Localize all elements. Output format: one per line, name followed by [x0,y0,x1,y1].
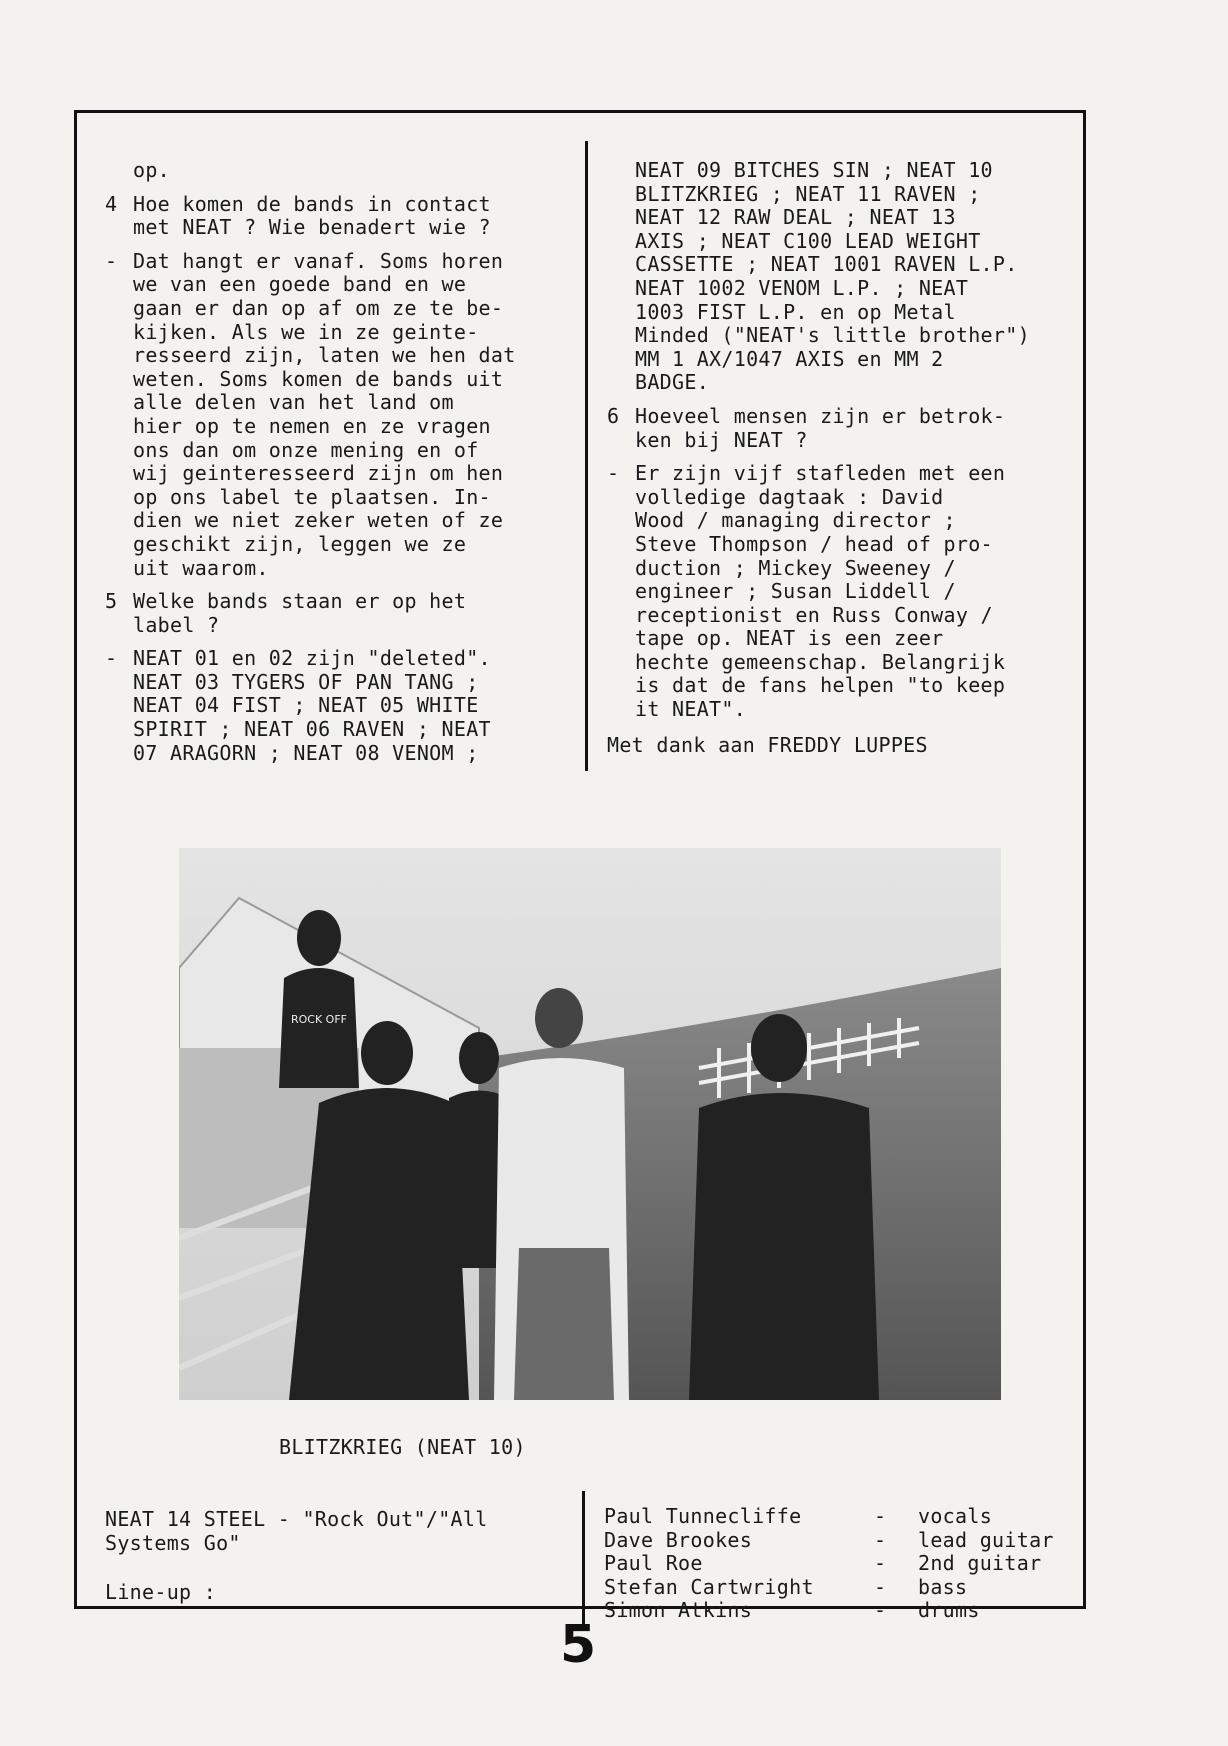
question-4 [105,193,660,240]
answer-marker: - [607,461,620,486]
member-role: vocals [918,1504,993,1528]
lineup-row [604,1599,1054,1623]
lineup-label: Line-up : [105,1580,217,1605]
member-dash: - [874,1551,887,1576]
member-name: Dave Brookes [604,1527,753,1552]
release-info [105,1508,575,1605]
member-name: Paul Tunnecliffe [604,1504,802,1528]
member-role: drums [918,1598,980,1623]
question-5 [105,590,660,637]
answer-4 [105,250,660,580]
answer-marker: - [105,248,118,273]
shirt-text: ROCK OFF [290,1013,348,1026]
member-name: Paul Roe [604,1551,703,1576]
answer-6 [607,462,1087,722]
band-photo [179,848,1001,1400]
member-dash: - [874,1504,887,1528]
release-title: NEAT 14 STEEL - "Rock Out"/"All Systems Go" [105,1507,488,1555]
lineup-row [604,1529,1054,1553]
right-column [607,159,1087,767]
member-name: Simon Atkins [604,1598,753,1623]
thanks-line: Met dank aan FREDDY LUPPES [607,732,928,757]
member-role: lead guitar [918,1527,1054,1552]
member-role: 2nd guitar [918,1551,1042,1576]
question-text: Hoeveel mensen zijn er betrok- ken bij NEAT ? [635,403,1006,452]
column-divider [585,141,588,771]
answer-5 [105,647,660,765]
bottom-divider [582,1491,585,1631]
member-name: Stefan Cartwright [604,1574,814,1599]
answer-text: Er zijn vijf stafleden met een volledige dagtaak : David Wood / managing director ; Steve Thompson / head of pro- duction ; Mickey Sweeney / engineer ; Susan Liddell / receptionist en Russ Conway / tape op. NEAT is een zeer hechte gemeenschap. Belangrijk is dat de fans helpen "to keep it NEAT". [635,461,1006,722]
answer-5-continued: NEAT 09 BITCHES SIN ; NEAT 10 BLITZKRIEG ; NEAT 11 RAVEN ; NEAT 12 RAW DEAL ; NEAT 13 AXIS ; NEAT C100 LEAD WEIGHT CASSETTE ; NEAT 1001 RAVEN L.P. NEAT 1002 VENOM L.P. ; NEAT 1003 FIST L.P. en op Metal Minded ("NEAT's little brother") MM 1 AX/1047 AXIS en MM 2 BADGE. [635,158,1030,395]
member-dash: - [874,1574,887,1599]
member-dash: - [874,1598,887,1623]
lineup-row [604,1576,1054,1600]
page-number: 5 [560,1615,597,1675]
left-column [105,159,660,775]
question-number: 6 [607,403,620,428]
question-number: 5 [105,589,118,614]
page-frame [74,110,1086,1623]
member-dash: - [874,1527,887,1552]
lineup-list [604,1505,1054,1623]
answer-marker: - [105,646,118,671]
answer-text: NEAT 01 en 02 zijn "deleted". NEAT 03 TYGERS OF PAN TANG ; NEAT 04 FIST ; NEAT 05 WHITE SPIRIT ; NEAT 06 RAVEN ; NEAT 07 ARAGORN ; NEAT 08 VENOM ; [133,646,491,765]
intro-line: op. [133,158,171,182]
question-number: 4 [105,191,118,216]
member-role: bass [918,1574,968,1599]
photo-caption: BLITZKRIEG (NEAT 10) [279,1435,526,1459]
lineup-row [604,1552,1054,1576]
question-6 [607,405,1087,452]
answer-text: Dat hangt er vanaf. Soms horen we van een goede band en we gaan er dan op af om ze te be- kijken. Als we in ze geinte- resseerd zijn, laten we hen dat weten. Soms komen de bands uit alle delen van het land om hier op te nemen en ze vragen ons dan om onze mening en of wij geinteresseerd zijn om hen op ons label te plaatsen. In- dien we niet zeker weten of ze geschikt zijn, leggen we ze uit waarom. [133,248,516,580]
band-photo-image [179,848,1001,1400]
question-text: Welke bands staan er op het label ? [133,589,467,637]
lineup-row [604,1505,1054,1529]
question-text: Hoe komen de bands in contact met NEAT ? Wie benadert wie ? [133,191,491,240]
